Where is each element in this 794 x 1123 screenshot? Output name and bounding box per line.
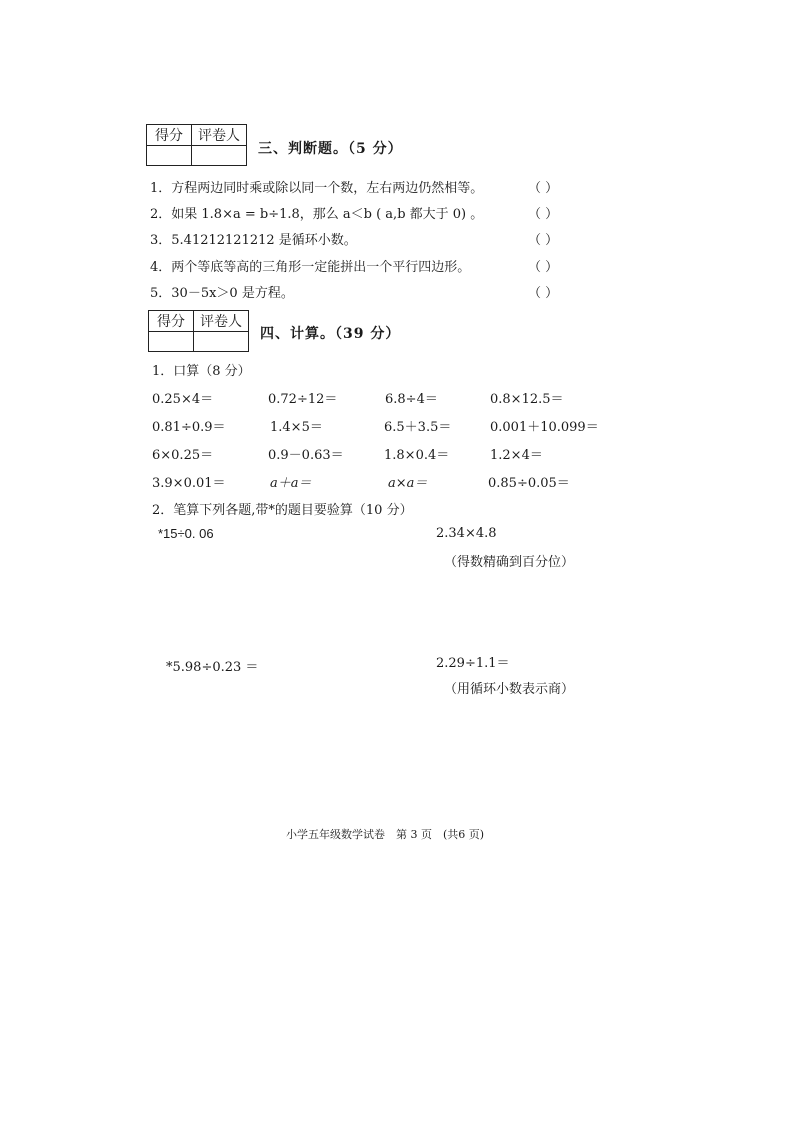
oral-calc-title: 1．口算（8 分） bbox=[152, 364, 251, 379]
judge-question-2: 2．如果 1.8×a = b÷1.8，那么 a＜b ( a,b 都大于 0) 。 bbox=[150, 207, 484, 222]
oral-item: 0.9－0.63＝ bbox=[268, 448, 344, 463]
judge-question-3: 3．5.41212121212 是循环小数。 bbox=[150, 233, 357, 248]
judge-answer-5[interactable]: （ ） bbox=[528, 286, 559, 301]
grader-cell[interactable] bbox=[192, 146, 247, 166]
oral-item: 0.25×4＝ bbox=[152, 392, 214, 407]
score-box-section4 bbox=[148, 310, 249, 352]
oral-item: 1.2×4＝ bbox=[490, 448, 543, 463]
section3-title: 三、判断题。（5 分） bbox=[258, 141, 403, 157]
judge-answer-4[interactable]: （ ） bbox=[528, 260, 559, 275]
oral-item: 0.81÷0.9＝ bbox=[152, 420, 226, 435]
written-note-2: （得数精确到百分位） bbox=[444, 555, 575, 570]
score-cell[interactable] bbox=[147, 146, 192, 166]
oral-item: 0.72÷12＝ bbox=[268, 392, 338, 407]
judge-question-5: 5．30－5x＞0 是方程。 bbox=[150, 286, 294, 301]
score-label: 得分 bbox=[147, 125, 192, 146]
oral-item: 1.4×5＝ bbox=[270, 420, 323, 435]
oral-item: 0.001＋10.099＝ bbox=[490, 420, 599, 435]
oral-item: 6.8÷4＝ bbox=[385, 392, 438, 407]
oral-item: 1.8×0.4＝ bbox=[384, 448, 450, 463]
oral-item: a×a＝ bbox=[388, 476, 428, 491]
judge-question-1: 1．方程两边同时乘或除以同一个数，左右两边仍然相等。 bbox=[150, 181, 484, 196]
written-item-4: 2.29÷1.1＝ bbox=[436, 656, 510, 671]
score-cell[interactable] bbox=[149, 332, 194, 352]
judge-answer-3[interactable]: （ ） bbox=[528, 233, 559, 248]
judge-answer-1[interactable]: （ ） bbox=[528, 181, 559, 196]
grader-label: 评卷人 bbox=[192, 125, 247, 146]
oral-item: 0.85÷0.05＝ bbox=[488, 476, 570, 491]
grader-label: 评卷人 bbox=[194, 311, 249, 332]
page-footer: 小学五年级数学试卷 第 3 页 (共6 页) bbox=[286, 828, 485, 841]
written-note-4: （用循环小数表示商） bbox=[444, 682, 575, 697]
written-item-1: *15÷0. 06 bbox=[158, 526, 214, 541]
written-item-3: *5.98÷0.23 ＝ bbox=[166, 660, 259, 675]
score-box-section3 bbox=[146, 124, 247, 166]
oral-item: a＋a＝ bbox=[270, 476, 312, 491]
oral-item: 6.5＋3.5＝ bbox=[384, 420, 452, 435]
written-calc-title: 2．笔算下列各题,带*的题目要验算（10 分） bbox=[152, 503, 413, 518]
oral-item: 6×0.25＝ bbox=[152, 448, 214, 463]
oral-item: 3.9×0.01＝ bbox=[152, 476, 226, 491]
score-label: 得分 bbox=[149, 311, 194, 332]
judge-question-4: 4．两个等底等高的三角形一定能拼出一个平行四边形。 bbox=[150, 260, 471, 275]
judge-answer-2[interactable]: （ ） bbox=[528, 207, 559, 222]
oral-item: 0.8×12.5＝ bbox=[490, 392, 564, 407]
grader-cell[interactable] bbox=[194, 332, 249, 352]
written-item-2: 2.34×4.8 bbox=[436, 526, 497, 541]
section4-title: 四、计算。（39 分） bbox=[260, 326, 401, 342]
